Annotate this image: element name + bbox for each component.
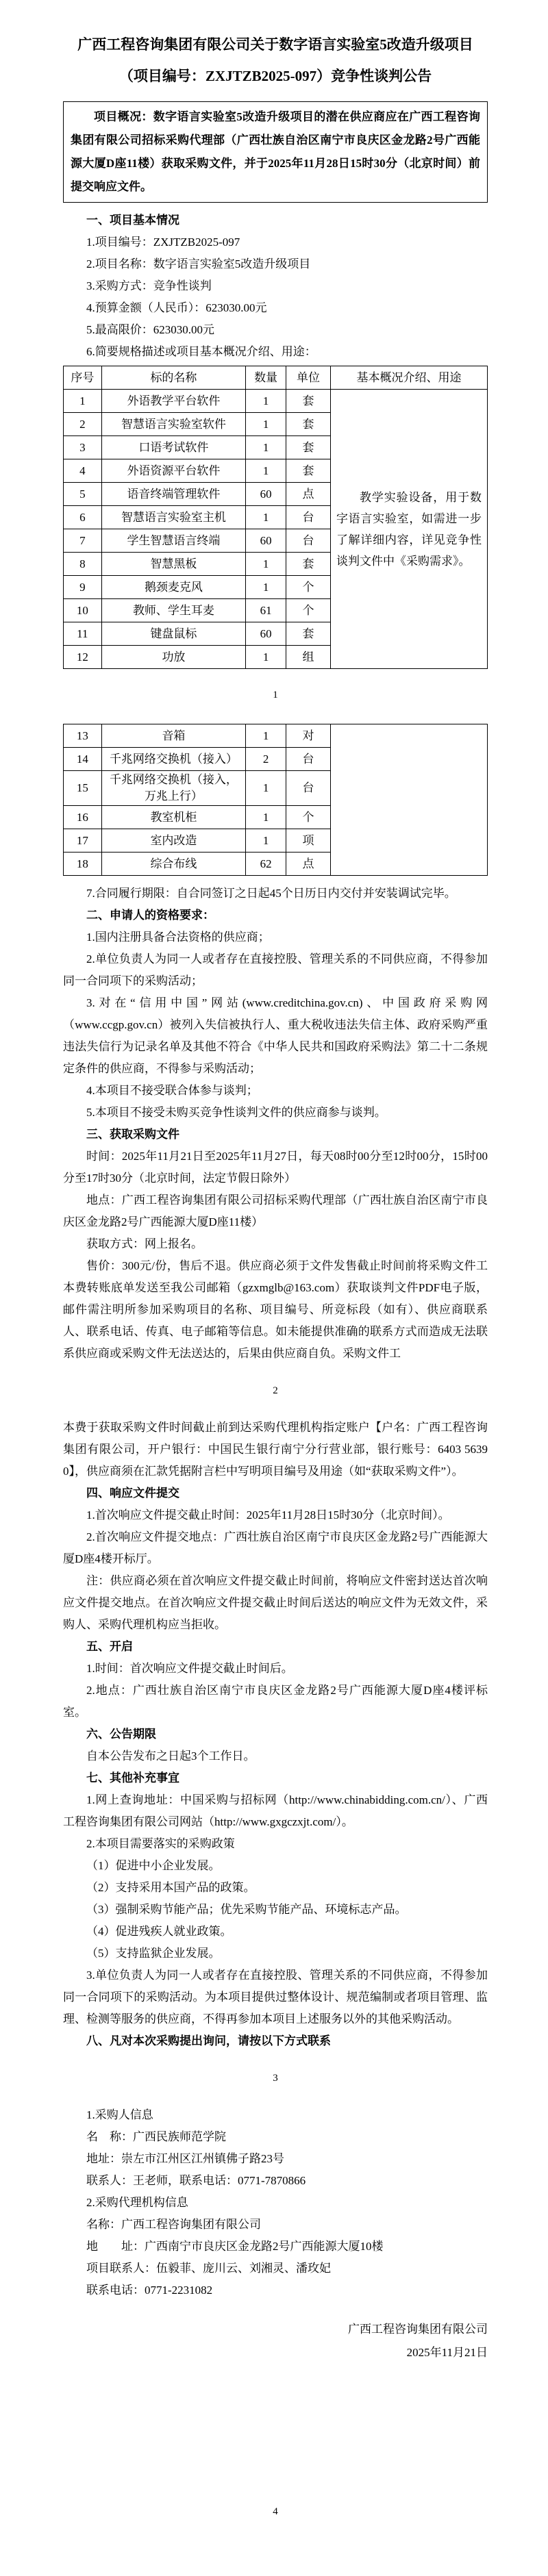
section-1 bbox=[63, 210, 488, 363]
cell-name: 智慧语言实验室软件 bbox=[101, 413, 245, 436]
table-note-cell-empty bbox=[330, 724, 487, 876]
cell-no: 17 bbox=[64, 829, 102, 853]
paragraph: 3.采购方式：竞争性谈判 bbox=[86, 279, 212, 292]
paragraph: 获取方式：网上报名。 bbox=[86, 1237, 203, 1250]
col-header-qty: 数量 bbox=[246, 366, 286, 390]
cell-qty: 1 bbox=[246, 724, 286, 748]
cell-name: 智慧黑板 bbox=[101, 553, 245, 576]
page-number-3: 3 bbox=[273, 2073, 278, 2084]
cell-qty: 60 bbox=[246, 529, 286, 553]
project-overview-box bbox=[63, 101, 488, 203]
paragraph: （2）支持采用本国产品的政策。 bbox=[86, 1881, 256, 1894]
cell-name: 千兆网络交换机（接入） bbox=[101, 748, 245, 771]
cell-name: 智慧语言实验室主机 bbox=[101, 506, 245, 529]
paragraph: 3.对在“信用中国”网站(www.creditchina.gov.cn)、中国政府采购网（www.ccgp.gov.cn）被列入失信被执行人、重大税收违法失信主体、政府采购严重违法失信行为记录名单及其他不符合《中华人民共和国政府采购法》第二十二条规定条件的供应商，不得参与采购活动； bbox=[63, 996, 488, 1075]
paragraph: 自本公告发布之日起3个工作日。 bbox=[86, 1750, 256, 1763]
page-number-4: 4 bbox=[273, 2506, 278, 2517]
section-6-heading: 六、公告期限 bbox=[86, 1728, 156, 1741]
cell-name: 教室机柜 bbox=[101, 806, 245, 829]
col-header-name: 标的名称 bbox=[101, 366, 245, 390]
paragraph: 4.预算金额（人民币）：623030.00元 bbox=[86, 301, 267, 314]
cell-unit: 台 bbox=[286, 506, 330, 529]
section-5 bbox=[63, 1636, 488, 1723]
page-number-1: 1 bbox=[273, 690, 278, 700]
page-title bbox=[63, 29, 488, 92]
cell-no: 5 bbox=[64, 483, 102, 506]
paragraph: 售价：300元/份，售后不退。供应商必须于文件发售截止时间前将采购文件工本费转账底单发送至我公司邮箱（gzxmglb@163.com）获取谈判文件PDF电子版，邮件需注明所参加采购项目的名称、项目编号、所竞标段（如有）、供应商联系人、联系电话、传真、电子邮箱等信息。如未能提供准确的联系方式而造成无法联系供应商或采购文件无法送达的，后果由供应商自负。采购文件工 bbox=[63, 1259, 488, 1360]
cell-no: 1 bbox=[64, 390, 102, 413]
agency-address: 地 址：广西南宁市良庆区金龙路2号广西能源大厦10楼 bbox=[86, 2240, 384, 2253]
cell-no: 15 bbox=[64, 771, 102, 806]
cell-no: 7 bbox=[64, 529, 102, 553]
section-3-heading: 三、获取采购文件 bbox=[86, 1128, 179, 1141]
cell-unit: 台 bbox=[286, 748, 330, 771]
cell-no: 11 bbox=[64, 622, 102, 646]
paragraph: 2.首次响应文件提交地点：广西壮族自治区南宁市良庆区金龙路2号广西能源大厦D座4楼开标厅。 bbox=[63, 1530, 488, 1565]
cell-unit: 套 bbox=[286, 413, 330, 436]
paragraph: 2.地点：广西壮族自治区南宁市良庆区金龙路2号广西能源大厦D座4楼评标室。 bbox=[63, 1684, 488, 1719]
col-header-desc: 基本概况介绍、用途 bbox=[330, 366, 487, 390]
paragraph: 2.项目名称：数字语言实验室5改造升级项目 bbox=[86, 257, 311, 270]
paragraph: 5.最高限价：623030.00元 bbox=[86, 323, 214, 336]
paragraph: 6.简要规格描述或项目基本概况介绍、用途： bbox=[86, 345, 316, 358]
cell-unit: 点 bbox=[286, 853, 330, 876]
cell-no: 3 bbox=[64, 436, 102, 459]
paragraph: 4.本项目不接受联合体参与谈判； bbox=[86, 1084, 258, 1097]
paragraph: （1）促进中小企业发展。 bbox=[86, 1859, 221, 1872]
section-8-heading: 八、凡对本次采购提出询问，请按以下方式联系 bbox=[86, 2034, 331, 2047]
section-1-heading: 一、项目基本情况 bbox=[86, 214, 179, 227]
title-line-1: 广西工程咨询集团有限公司关于数字语言实验室5改造升级项目 bbox=[77, 36, 473, 53]
agency-name: 名称：广西工程咨询集团有限公司 bbox=[86, 2218, 261, 2231]
cell-qty: 62 bbox=[246, 853, 286, 876]
cell-name: 学生智慧语言终端 bbox=[101, 529, 245, 553]
cell-name: 鹅颈麦克风 bbox=[101, 576, 245, 599]
paragraph: 1.网上查询地址：中国采购与招标网（http://www.chinabidding.com.cn/）、广西工程咨询集团有限公司网站（http://www.gxgczxjt.com/）。 bbox=[63, 1793, 488, 1828]
cell-no: 2 bbox=[64, 413, 102, 436]
table-note-text: 教学实验设备，用于数字语言实验室，如需进一步了解详细内容，详见竞争性谈判文件中《采购需求》。 bbox=[336, 490, 482, 568]
cell-name: 教师、学生耳麦 bbox=[101, 599, 245, 622]
section-3 bbox=[63, 1124, 488, 1365]
cell-no: 10 bbox=[64, 599, 102, 622]
table-row bbox=[64, 390, 488, 413]
cell-name: 外语教学平台软件 bbox=[101, 390, 245, 413]
page-number-2: 2 bbox=[273, 1385, 278, 1396]
cell-no: 12 bbox=[64, 646, 102, 669]
buyer-name: 名 称：广西民族师范学院 bbox=[86, 2130, 226, 2143]
table-row bbox=[64, 724, 488, 748]
paragraph: 1.时间：首次响应文件提交截止时间后。 bbox=[86, 1662, 293, 1675]
paragraph: 地点：广西工程咨询集团有限公司招标采购代理部（广西壮族自治区南宁市良庆区金龙路2号广西能源大厦D座11楼） bbox=[63, 1194, 488, 1228]
paragraph: （5）支持监狱企业发展。 bbox=[86, 1947, 221, 1960]
cell-unit: 套 bbox=[286, 459, 330, 483]
cell-unit: 项 bbox=[286, 829, 330, 853]
cell-qty: 1 bbox=[246, 806, 286, 829]
cell-name: 外语资源平台软件 bbox=[101, 459, 245, 483]
cell-name: 键盘鼠标 bbox=[101, 622, 245, 646]
cell-no: 4 bbox=[64, 459, 102, 483]
section-2 bbox=[63, 905, 488, 1124]
cell-qty: 1 bbox=[246, 413, 286, 436]
title-line-2: （项目编号：ZXJTZB2025-097）竞争性谈判公告 bbox=[119, 68, 432, 84]
cell-unit: 套 bbox=[286, 436, 330, 459]
cell-unit: 个 bbox=[286, 576, 330, 599]
cell-unit: 对 bbox=[286, 724, 330, 748]
section-4-heading: 四、响应文件提交 bbox=[86, 1487, 179, 1500]
section-7-heading: 七、其他补充事宜 bbox=[86, 1771, 179, 1784]
cell-unit: 套 bbox=[286, 390, 330, 413]
agency-contacts: 项目联系人：伍毅菲、庞川云、刘湘灵、潘玫妃 bbox=[86, 2262, 331, 2275]
cell-qty: 1 bbox=[246, 390, 286, 413]
paragraph: 2.本项目需要落实的采购政策 bbox=[86, 1837, 235, 1850]
section-7 bbox=[63, 1767, 488, 2030]
section-2-heading: 二、申请人的资格要求： bbox=[86, 909, 214, 922]
cell-qty: 1 bbox=[246, 436, 286, 459]
cell-qty: 1 bbox=[246, 771, 286, 806]
table-note-cell bbox=[330, 390, 487, 669]
project-overview-text: 项目概况：数字语言实验室5改造升级项目的潜在供应商应在广西工程咨询集团有限公司招标采购代理部（广西壮族自治区南宁市良庆区金龙路2号广西能源大厦D座11楼）获取采购文件，并于2025年11月28日15时30分（北京时间）前提交响应文件。 bbox=[71, 110, 480, 193]
agency-info-heading: 2.采购代理机构信息 bbox=[86, 2196, 188, 2209]
cell-unit: 台 bbox=[286, 529, 330, 553]
paragraph: 5.本项目不接受未购买竞争性谈判文件的供应商参与谈判。 bbox=[86, 1106, 386, 1119]
paragraph: 1.项目编号：ZXJTZB2025-097 bbox=[86, 236, 240, 249]
blank-space bbox=[63, 2364, 488, 2501]
paragraph: 时间：2025年11月21日至2025年11月27日，每天08时00分至12时00分，15时00分至17时30分（北京时间，法定节假日除外） bbox=[63, 1150, 488, 1185]
goods-table-page-2 bbox=[63, 724, 488, 876]
agency-phone: 联系电话：0771-2231082 bbox=[86, 2284, 213, 2297]
cell-no: 6 bbox=[64, 506, 102, 529]
contact-info bbox=[63, 2104, 488, 2301]
cell-no: 18 bbox=[64, 853, 102, 876]
paragraph: 1.首次响应文件提交截止时间：2025年11月28日15时30分（北京时间）。 bbox=[86, 1508, 450, 1521]
cell-name: 口语考试软件 bbox=[101, 436, 245, 459]
paragraph: （4）促进残疾人就业政策。 bbox=[86, 1925, 232, 1938]
buyer-contact: 联系人：王老师，联系电话：0771-7870866 bbox=[86, 2174, 306, 2187]
cell-no: 9 bbox=[64, 576, 102, 599]
section-1-continued bbox=[63, 883, 488, 905]
cell-qty: 2 bbox=[246, 748, 286, 771]
signature-company: 广西工程咨询集团有限公司 bbox=[348, 2323, 488, 2336]
cell-qty: 1 bbox=[246, 829, 286, 853]
cell-name: 语音终端管理软件 bbox=[101, 483, 245, 506]
cell-name: 千兆网络交换机（接入，万兆上行） bbox=[101, 771, 245, 806]
goods-table-page-1 bbox=[63, 366, 488, 669]
paragraph: 注：供应商必须在首次响应文件提交截止时间前，将响应文件密封送达首次响应文件提交地点。在首次响应文件提交截止时间后送达的响应文件为无效文件，采购人、采购代理机构应当拒收。 bbox=[63, 1574, 488, 1631]
col-header-no: 序号 bbox=[64, 366, 102, 390]
cell-unit: 组 bbox=[286, 646, 330, 669]
cell-unit: 个 bbox=[286, 806, 330, 829]
bottom-margin bbox=[63, 2523, 488, 2576]
cell-no: 8 bbox=[64, 553, 102, 576]
cell-unit: 套 bbox=[286, 553, 330, 576]
signature-block bbox=[63, 2318, 488, 2364]
cell-qty: 1 bbox=[246, 506, 286, 529]
cell-qty: 1 bbox=[246, 576, 286, 599]
paragraph: （3）强制采购节能产品；优先采购节能产品、环境标志产品。 bbox=[86, 1903, 407, 1916]
cell-name: 音箱 bbox=[101, 724, 245, 748]
buyer-info-heading: 1.采购人信息 bbox=[86, 2108, 153, 2121]
cell-no: 13 bbox=[64, 724, 102, 748]
cell-name: 综合布线 bbox=[101, 853, 245, 876]
cell-name: 功放 bbox=[101, 646, 245, 669]
table-header-row bbox=[64, 366, 488, 390]
cell-qty: 1 bbox=[246, 646, 286, 669]
cell-name: 室内改造 bbox=[101, 829, 245, 853]
cell-unit: 点 bbox=[286, 483, 330, 506]
paragraph: 3.单位负责人为同一人或者存在直接控股、管理关系的不同供应商，不得参加同一合同项下的采购活动。为本项目提供过整体设计、规范编制或者项目管理、监理、检测等服务的供应商，不得再参加本项目上述服务以外的其他采购活动。 bbox=[63, 1969, 488, 2025]
cell-no: 16 bbox=[64, 806, 102, 829]
paragraph: 7.合同履行期限：自合同签订之日起45个日历日内交付并安装调试完毕。 bbox=[86, 887, 456, 900]
cell-qty: 60 bbox=[246, 483, 286, 506]
cell-qty: 1 bbox=[246, 553, 286, 576]
cell-unit: 个 bbox=[286, 599, 330, 622]
cell-unit: 套 bbox=[286, 622, 330, 646]
cell-qty: 61 bbox=[246, 599, 286, 622]
cell-qty: 1 bbox=[246, 459, 286, 483]
section-5-heading: 五、开启 bbox=[86, 1640, 133, 1653]
cell-no: 14 bbox=[64, 748, 102, 771]
section-8 bbox=[63, 2030, 488, 2052]
section-3-continued bbox=[63, 1417, 488, 1482]
paragraph: 2.单位负责人为同一人或者存在直接控股、管理关系的不同供应商，不得参加同一合同项下的采购活动； bbox=[63, 952, 488, 987]
buyer-address: 地址：崇左市江州区江州镇佛子路23号 bbox=[86, 2152, 284, 2165]
section-4 bbox=[63, 1482, 488, 1636]
cell-unit: 台 bbox=[286, 771, 330, 806]
paragraph: 1.国内注册具备合法资格的供应商； bbox=[86, 931, 270, 944]
paragraph: 本费于获取采购文件时间截止前到达采购代理机构指定账户【户名：广西工程咨询集团有限公司，开户银行：中国民生银行南宁分行营业部，银行账号：6403 5639 0】，供应商须在汇款凭据附言栏中写明项目编号及用途（如“获取采购文件”）。 bbox=[63, 1421, 488, 1478]
cell-qty: 60 bbox=[246, 622, 286, 646]
signature-date: 2025年11月21日 bbox=[406, 2346, 488, 2359]
col-header-unit: 单位 bbox=[286, 366, 330, 390]
section-6 bbox=[63, 1723, 488, 1767]
